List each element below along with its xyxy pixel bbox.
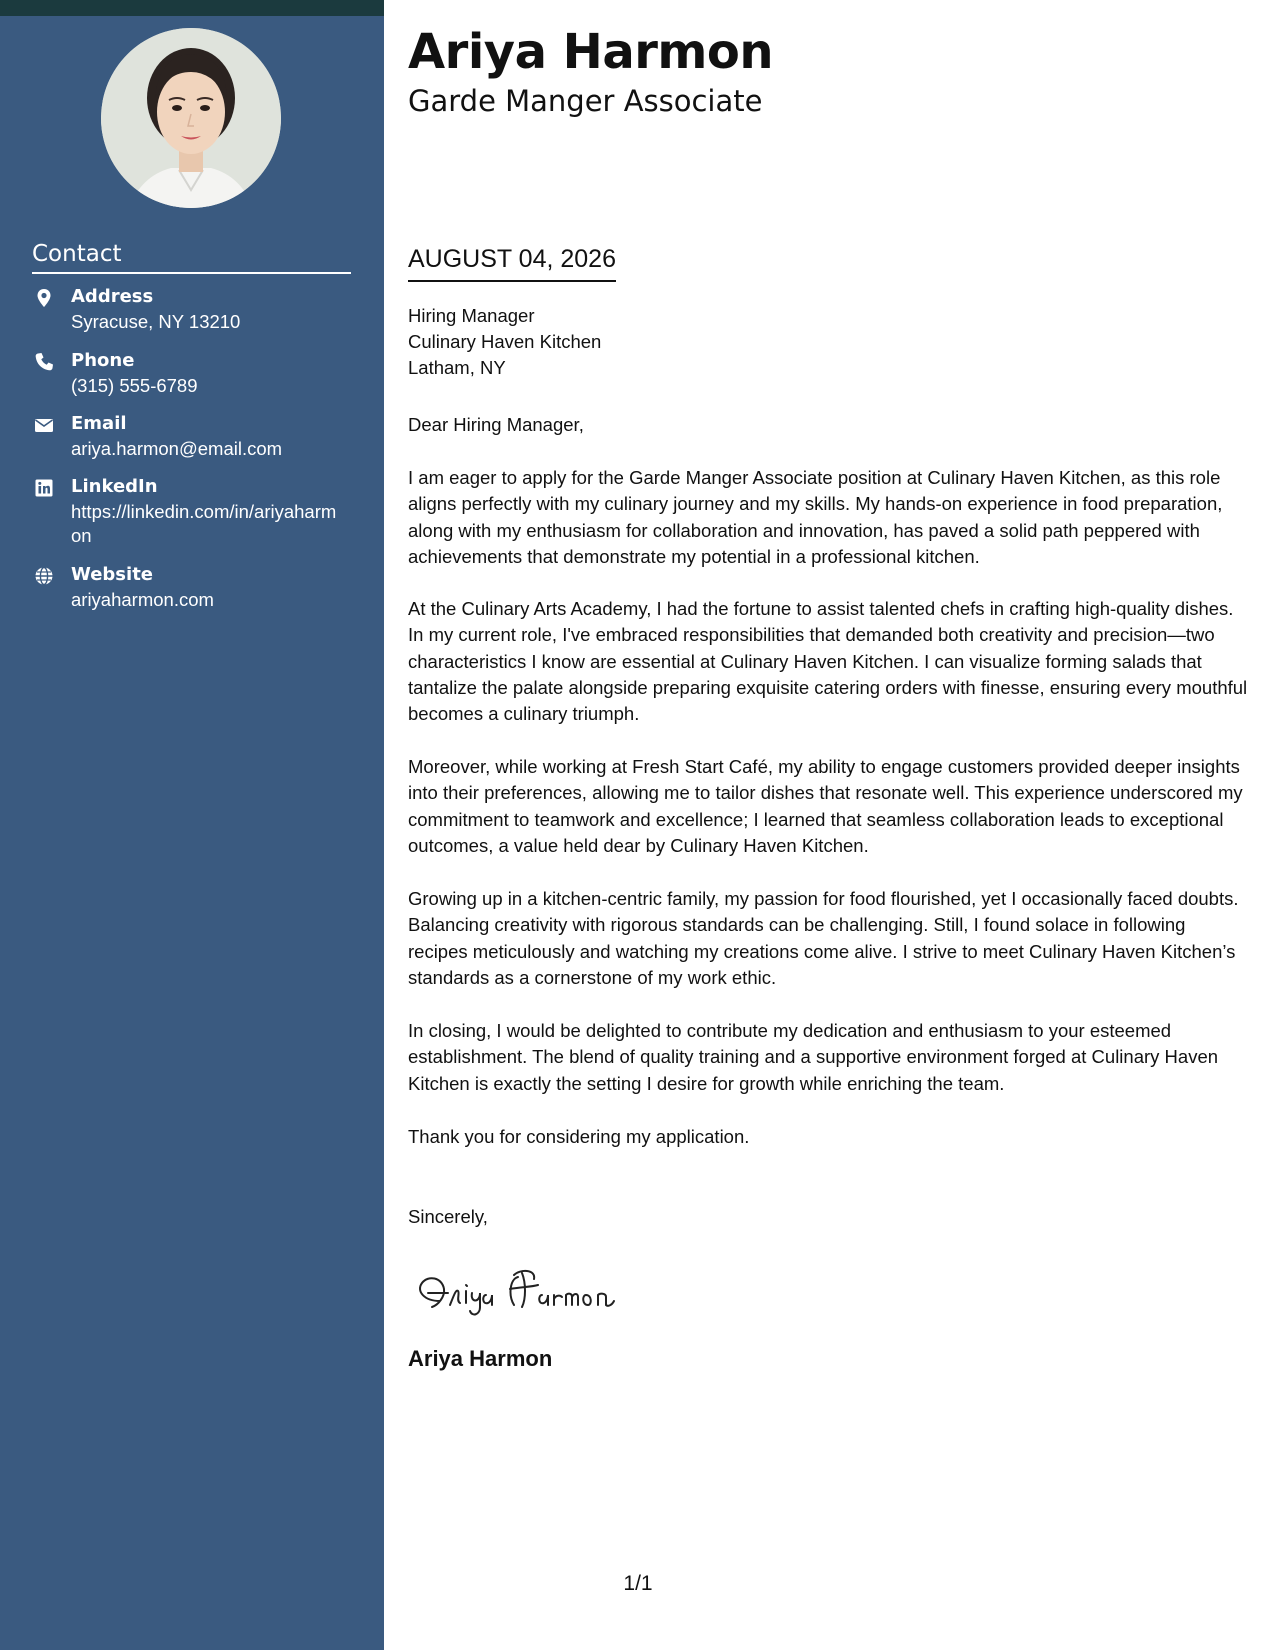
contact-heading: Contact xyxy=(32,240,351,274)
recipient-line: Hiring Manager xyxy=(408,305,535,326)
closing: Sincerely, xyxy=(408,1206,488,1227)
contact-value: (315) 555-6789 xyxy=(71,375,198,396)
globe-icon xyxy=(34,566,54,586)
avatar xyxy=(101,28,281,208)
contact-label: LinkedIn xyxy=(71,476,158,497)
applicant-name: Ariya Harmon xyxy=(408,24,774,80)
contact-label: Phone xyxy=(71,350,135,371)
recipient-block xyxy=(408,303,601,381)
sidebar xyxy=(0,0,384,1650)
body-paragraph: Growing up in a kitchen-centric family, my passion for food flourished, yet I occasionally faced doubts. Balancing creativity with rigorous standards can be challenging. Still, I found solace in following recipes meticulously and watching my creations come alive. I strive to meet Culinary Haven Kitchen’s standards as a cornerstone of my work ethic. xyxy=(408,888,1239,988)
envelope-icon xyxy=(34,415,54,435)
body-paragraph: In closing, I would be delighted to contribute my dedication and enthusiasm to your esteemed establishment. The blend of quality training and a supportive environment forged at Culinary Haven Kitchen is exactly the setting I desire for growth while enriching the team. xyxy=(408,1020,1219,1094)
profile-photo xyxy=(101,28,281,208)
salutation: Dear Hiring Manager, xyxy=(408,414,584,435)
handwritten-signature xyxy=(410,1255,670,1325)
letter-date: AUGUST 04, 2026 xyxy=(408,242,616,282)
recipient-line: Culinary Haven Kitchen xyxy=(408,331,602,352)
contact-label: Email xyxy=(71,413,127,434)
phone-icon xyxy=(34,352,54,372)
contact-label: Website xyxy=(71,564,154,585)
body-paragraph: At the Culinary Arts Academy, I had the fortune to assist talented chefs in crafting high-quality dishes. In my current role, I've embraced responsibilities that demanded both creativity and precision—two characteristics I know are essential at Culinary Haven Kitchen. I can visualize forming salads that tantalize the palate alongside preparing exquisite catering orders with finesse, ensuring every mouthful becomes a culinary triumph. xyxy=(408,598,1248,725)
contact-value: Syracuse, NY 13210 xyxy=(71,311,241,332)
body-paragraph: Thank you for considering my application. xyxy=(408,1126,750,1147)
linkedin-link[interactable]: https://linkedin.com/in/ariyaharmon xyxy=(71,501,337,546)
contact-value: ariya.harmon@email.com xyxy=(71,438,283,459)
sidebar-top-bar xyxy=(0,0,384,16)
body-paragraph: Moreover, while working at Fresh Start Café, my ability to engage customers provided deeper insights into their preferences, allowing me to tailor dishes that resonate well. This experience underscored my commitment to teamwork and excellence; I learned that seamless collaboration leads to exceptional outcomes, a value held dear by Culinary Haven Kitchen. xyxy=(408,756,1243,856)
page-number: 1/1 xyxy=(623,1572,653,1595)
body-paragraph: I am eager to apply for the Garde Manger Associate position at Culinary Haven Kitchen, as this role aligns perfectly with my culinary journey and my skills. My hands-on experience in food preparation, along with my enthusiasm for collaboration and innovation, has paved a solid path peppered with achievements that demonstrate my potential in a professional kitchen. xyxy=(408,467,1223,567)
linkedin-icon xyxy=(34,478,54,498)
contact-label: Address xyxy=(71,286,154,307)
signer-name: Ariya Harmon xyxy=(408,1346,553,1371)
recipient-line: Latham, NY xyxy=(408,357,506,378)
website-link[interactable]: ariyaharmon.com xyxy=(71,589,214,610)
job-title: Garde Manger Associate xyxy=(408,84,763,118)
map-pin-icon xyxy=(34,288,54,308)
